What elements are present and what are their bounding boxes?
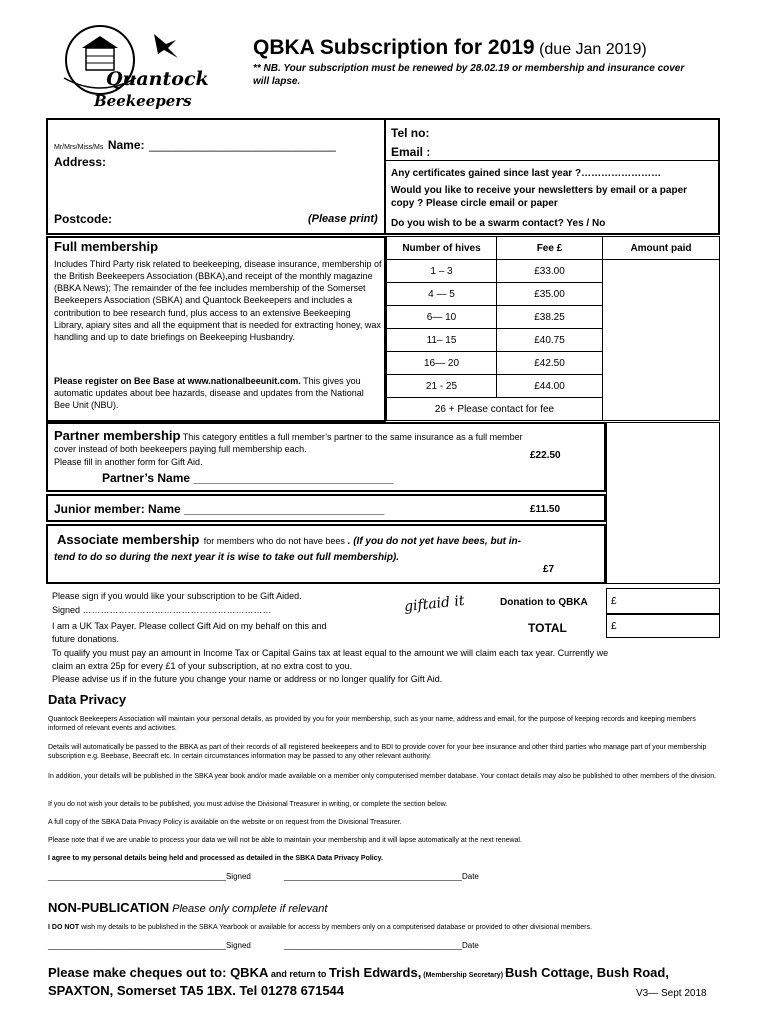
privacy-para-6: Please note that if we are unable to process your data we will not be able to maintain your membership and it will lapse automatically at the next renewal. (48, 837, 522, 844)
privacy-para-1: Quantock Beekeepers Association will maintain your personal details, as provided by you for your membership, such as your name, address and email, for the purpose of keeping records and keeping members informed of relevant events and activities. (48, 716, 696, 733)
privacy-para-2: Details will automatically be passed to the BBKA as part of their records of all registered beekeepers and to BDI to provide cover for your bee insurance and other third parties who manage part of your membership subscription e.g. Beebase, Beecraft etc. In certain circumstances information may be passed to any other relevant authority. (48, 744, 707, 761)
gift-aid-advise: Please advise us if in the future you change your name or address or no longer qualify for Gift Aid. (52, 674, 443, 684)
table-row: 4 — 5 £35.00 (387, 283, 720, 306)
qbka-logo (58, 18, 218, 113)
total-label: TOTAL (528, 621, 567, 635)
privacy-para-3: In addition, your details will be published in the SBKA year book and/or made available on a member only computerised member database. Your contact details may also be published to other members of the division. (48, 773, 717, 780)
table-row: 26 + Please contact for fee (387, 398, 720, 421)
postcode-label: Postcode: (54, 212, 113, 226)
privacy-para-4: If you do not wish your details to be published, you must advise the Divisional Treasurer in writing, or complete the section below. (48, 801, 448, 808)
table-row: 6— 10 £38.25 (387, 306, 720, 329)
junior-fee: £11.50 (530, 504, 561, 515)
data-privacy-title: Data Privacy (48, 692, 127, 707)
total-field[interactable] (606, 614, 720, 638)
logo-text-beekeepers: Beekeepers (94, 92, 192, 110)
privacy-para-5: A full copy of the SBKA Data Privacy Policy is available on the website or on request from the Divisional Treasurer. (48, 819, 402, 826)
cheque-instructions: Please make cheques out to: QBKA and return to Trish Edwards, (Membership Secretary) Bush Cottage, Bush Road, (48, 965, 669, 980)
partner-title-row: Partner membership This category entitles a full member’s partner to the same insurance as a full member (54, 428, 523, 443)
partner-desc: cover instead of both beekeepers paying full membership each. (54, 444, 307, 454)
privacy-consent: I agree to my personal details being held and processed as detailed in the SBKA Data Privacy Policy. (48, 855, 383, 862)
table-row: 11– 15 £40.75 (387, 329, 720, 352)
header-fee: Fee £ (497, 237, 603, 260)
donation-field[interactable] (606, 588, 720, 614)
total-pound: £ (611, 621, 617, 632)
non-publication-text: I DO NOT wish my details to be published in the SBKA Yearbook or available for access by members only on a computerised database or provided to other divisional members. (48, 924, 592, 931)
giftaid-logo: giftaid it (403, 592, 466, 616)
email-label: Email : (391, 145, 431, 159)
swarm-question: Do you wish to be a swarm contact? Yes / No (391, 218, 606, 229)
renewal-notice: ** NB. Your subscription must be renewed by 28.02.19 or membership and insurance cover will lapse. (253, 63, 685, 87)
partner-name-field[interactable]: Partner’s Name ______________________________ (102, 471, 394, 485)
privacy-date-field[interactable]: ________________________________________Date (284, 872, 479, 881)
donation-label: Donation to QBKA (500, 597, 588, 608)
partner-gift-aid-note: Please fill in another form for Gift Aid. (54, 457, 203, 467)
fee-table (386, 236, 720, 421)
gift-aid-future: future donations. (52, 634, 120, 644)
associate-fee: £7 (543, 564, 555, 575)
nonpub-signed-field[interactable]: ________________________________________Signed (48, 941, 251, 950)
gift-aid-claim: claim an extra 25p for every £1 of your subscription, at no extra cost to you. (52, 661, 353, 671)
full-membership-title: Full membership (54, 239, 159, 254)
junior-name-field[interactable]: Junior member: Name ______________________________ (54, 502, 385, 516)
version-label: V3— Sept 2018 (636, 988, 707, 999)
full-membership-desc: Includes Third Party risk related to beekeeping, disease insurance, membership of the British Beekeepers Association (BBKA),and receipt of the monthly magazine (BBKA News); The remainder of the fee includes membership of the Somerset Beekeepers Association (SBKA) and Quantock Beekeepers and includes a contribution to bee research fund, plus access to an extensive Beekeeping Library, apiary sites and all the equipment that is needed for extracting honey, wax handling and up to date briefings on Beekeeping Husbandry. (54, 259, 382, 342)
newsletter-question: Would you like to receive your newsletters by email or a paper copy ? Please circle email or paper (391, 185, 688, 209)
tel-label: Tel no: (391, 126, 430, 140)
header-hives: Number of hives (387, 237, 497, 260)
page-title: QBKA Subscription for 2019 (due Jan 2019) (253, 36, 647, 59)
non-publication-title: NON-PUBLICATION Please only complete if relevant (48, 900, 328, 915)
address-label: Address: (54, 155, 107, 169)
divider (384, 118, 386, 235)
associate-title-row: Associate membership for members who do not have bees . (If you do not yet have bees, but in- (57, 532, 521, 547)
associate-note: tend to do so during the next year it is wise to take out full membership). (54, 552, 400, 563)
table-row: 16— 20 £42.50 (387, 352, 720, 375)
gift-aid-request: Please sign if you would like your subscription to be Gift Aided. (52, 591, 302, 601)
header-amount: Amount paid (603, 237, 720, 260)
name-field[interactable]: ____________________________ (148, 138, 336, 152)
amount-paid-cell[interactable] (603, 260, 720, 421)
amount-paid-column[interactable] (606, 422, 720, 584)
print-note: (Please print) (308, 213, 378, 225)
name-row: Mr/Mrs/Miss/Ms Name: ____________________________ (54, 138, 336, 152)
donation-pound: £ (611, 596, 617, 607)
logo-text-quantock: Quantock (106, 68, 209, 90)
table-row: 1 – 3 £33.00 (387, 260, 720, 283)
return-address: SPAXTON, Somerset TA5 1BX. Tel 01278 671544 (48, 983, 345, 998)
bee-base-note: Please register on Bee Base at www.nationalbeeunit.com. This gives you automatic updates about bee hazards, disease and updates from the National Bee Unit (NBU). (54, 376, 364, 411)
divider (386, 160, 720, 161)
gift-aid-qualify: To qualify you must pay an amount in Income Tax or Capital Gains tax at least equal to the amount we will claim each tax year. Currently we (52, 648, 609, 658)
privacy-signed-field[interactable]: ________________________________________Signed (48, 872, 251, 881)
gift-aid-taxpayer: I am a UK Tax Payer. Please collect Gift Aid on my behalf on this and (52, 621, 327, 631)
gift-aid-signature-field[interactable]: Signed ……………………………………………………… (52, 605, 272, 615)
table-row: 21 - 25 £44.00 (387, 375, 720, 398)
nonpub-date-field[interactable]: ________________________________________Date (284, 941, 479, 950)
partner-fee: £22.50 (530, 450, 561, 461)
bird-icon (154, 34, 178, 58)
certificates-question: Any certificates gained since last year ?…………………… (391, 168, 662, 179)
